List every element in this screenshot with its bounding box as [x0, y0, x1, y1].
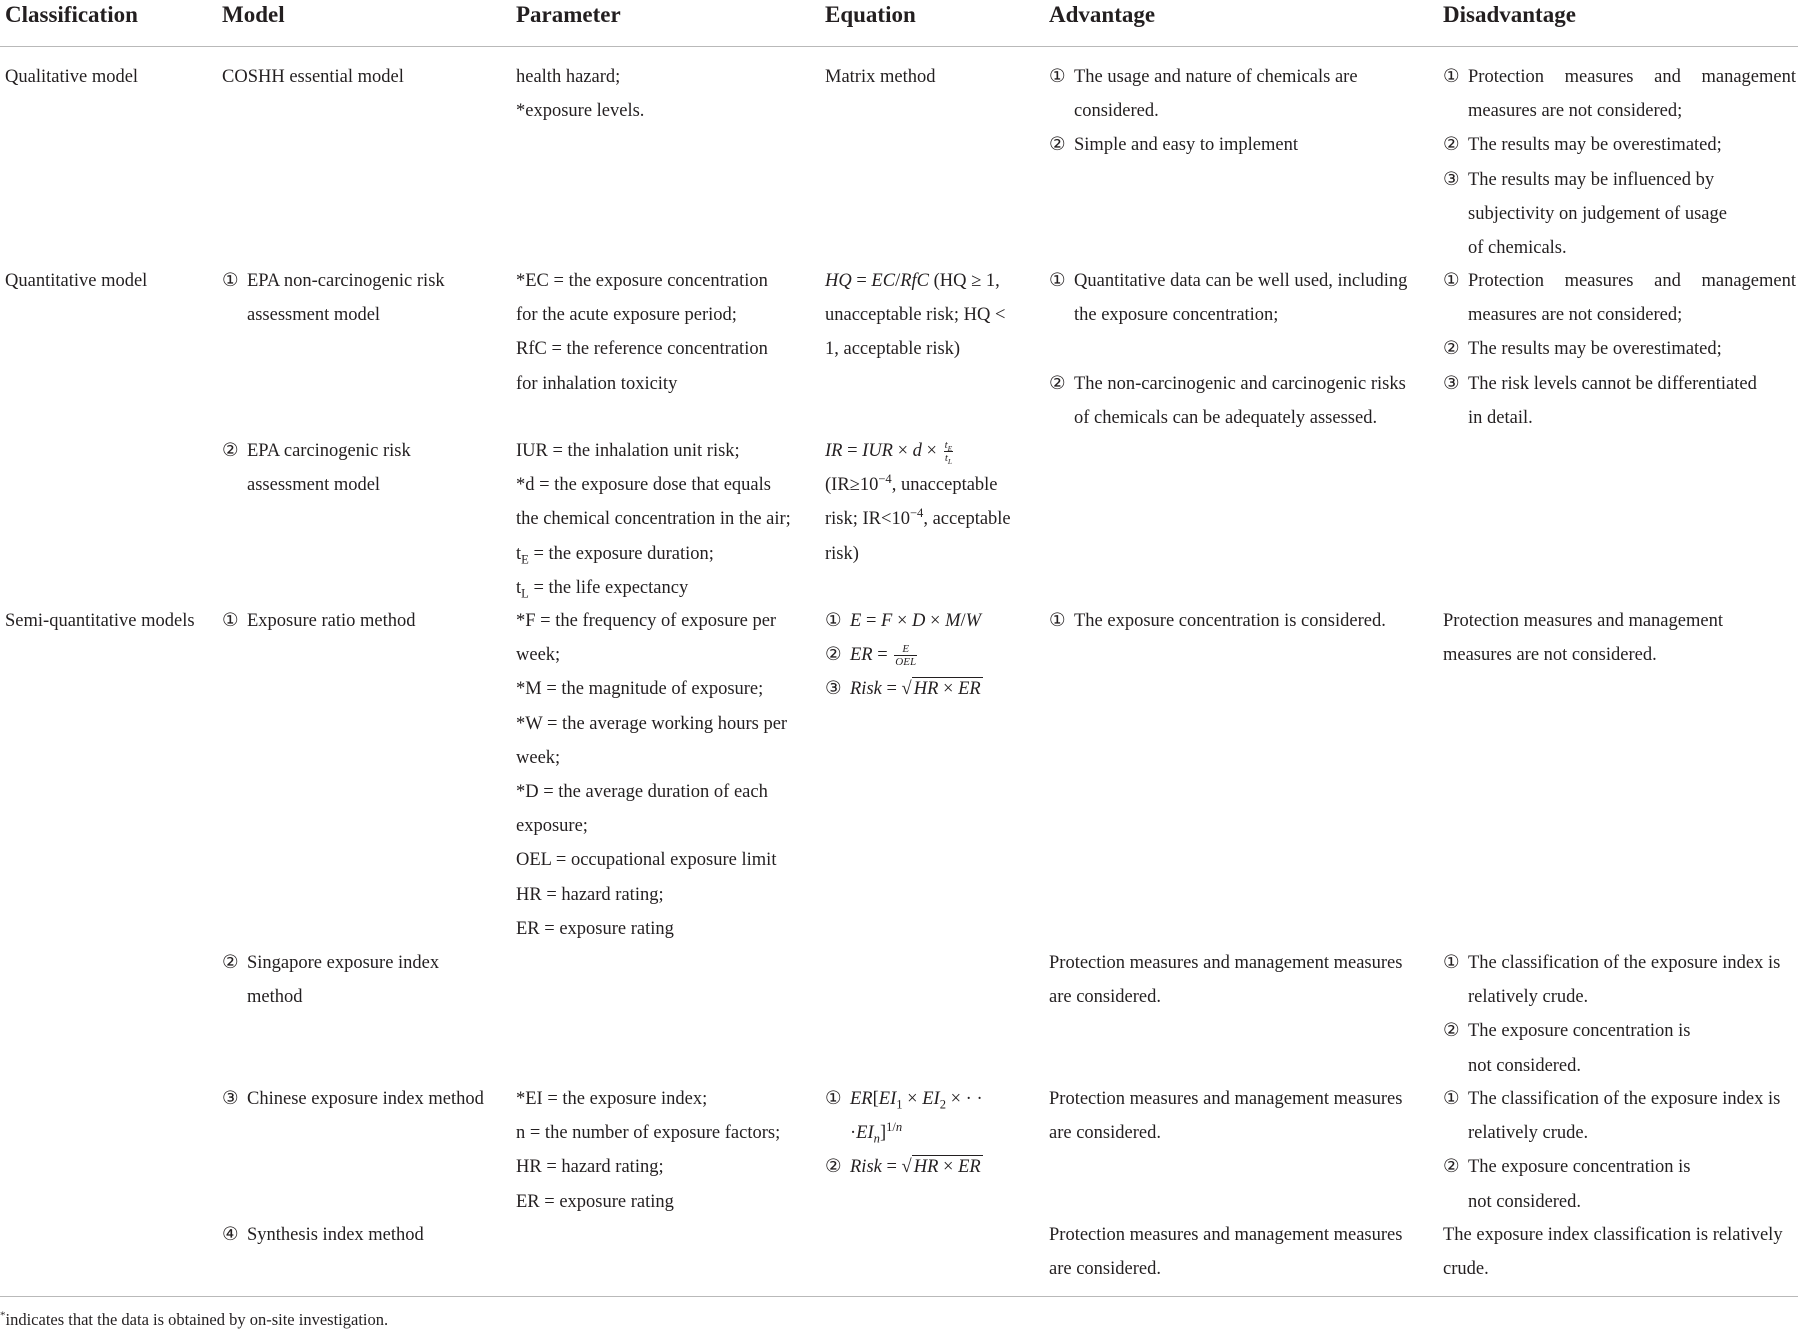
header-model: Model [222, 2, 285, 27]
row-qualitative-classification: Qualitative model [5, 67, 139, 87]
row-semi-disadvantage-2: ① The classification of the exposure index is relatively crude. ② The exposure concentration is not considered. [1443, 953, 1781, 1076]
row-semi-advantage-2: Protection measures and management measures are considered. [1049, 953, 1403, 1008]
row-quantitative-equation-2: IR = IUR × d × $\frac{t_E}{t_L}$ ($IR\ge 10^{-4}$, unacceptable risk; $IR<10^{-4}$, acceptable risk) [825, 439, 1011, 564]
header-disadvantage: Disadvantage [1443, 2, 1576, 27]
footnote-mark: * [0, 1309, 6, 1322]
row-semi-model-2: ② Singapore exposure index method [222, 953, 440, 1008]
row-quantitative-model-2: ② EPA carcinogenic risk assessment model [222, 441, 411, 496]
footnote-text: indicates that the data is obtained by on-site investigation. [5, 1310, 389, 1329]
row-semi-disadvantage-3: ① The classification of the exposure index is relatively crude. ② The exposure concentration is not considered. [1443, 1089, 1781, 1212]
row-quantitative-parameter-1: *EC = the exposure concentration for the acute exposure period; RfC = the reference concentration for inhalation toxicity [516, 271, 768, 394]
header-parameter: Parameter [516, 2, 621, 27]
row-semi-parameter-3: *EI = the exposure index; n = the number of exposure factors; HR = hazard rating; ER = exposure rating [516, 1089, 781, 1212]
row-quantitative-classification: Quantitative model [5, 271, 148, 291]
fraction-te-tl: $\frac{t_E}{t_L}$ [944, 439, 953, 467]
row-semi-classification: Semi-quantitative models [5, 611, 195, 631]
row-qualitative-parameter: health hazard; *exposure levels. [516, 67, 645, 122]
row-qualitative-disadvantage: ① Protection measures and management measures are not considered; ② The results may be overestimated; ③ The results may be influenced by subjectivity on judgement of usage of chemicals. [1443, 67, 1796, 259]
header-advantage: Advantage [1049, 2, 1156, 27]
row-semi-disadvantage-4: The exposure index classification is relatively crude. [1443, 1225, 1783, 1280]
row-semi-advantage-1: ① The exposure concentration is considered. [1049, 611, 1386, 631]
row-qualitative-advantage: ① The usage and nature of chemicals are considered. ② Simple and easy to implement [1049, 67, 1358, 156]
header-rule [0, 46, 1798, 47]
row-qualitative-model: COSHH essential model [222, 67, 404, 87]
row-semi-equation-1: ① E = F × D × M/W ② ER = $\frac{E}{\text{OEL}}$ ③ Risk = √ HR × ER [825, 611, 982, 700]
row-quantitative-advantage: ① Quantitative data can be well used, including the exposure concentration; ② The non-carcinogenic and carcinogenic risks of chemicals can be adequately assessed. [1049, 271, 1408, 428]
row-qualitative-equation: Matrix method [825, 67, 936, 87]
fraction-e-oel: $\frac{E}{\text{OEL}}$ [895, 643, 917, 669]
sqrt-sign: √ [901, 679, 912, 700]
row-semi-advantage-3: Protection measures and management measures are considered. [1049, 1089, 1403, 1144]
row-quantitative-equation-1: HQ = EC/RfC (HQ ≥ 1, unacceptable risk; HQ < 1, acceptable risk) [825, 271, 1006, 360]
row-semi-advantage-4: Protection measures and management measures are considered. [1049, 1225, 1403, 1280]
sqrt-sign: √ [901, 1157, 912, 1178]
header-equation: Equation [825, 2, 916, 27]
row-quantitative-parameter-2: IUR = the inhalation unit risk; *d = the exposure dose that equals the chemical concentration in the air; $t_E$ = the exposure duration; $t_L$ = the life expectancy [516, 441, 791, 601]
bottom-rule [0, 1296, 1798, 1297]
header-classification: Classification [5, 2, 138, 27]
row-semi-model-4: ④ Synthesis index method [222, 1225, 424, 1245]
row-quantitative-disadvantage: ① Protection measures and management measures are not considered; ② The results may be overestimated; ③ The risk levels cannot be differentiated in detail. [1443, 271, 1796, 428]
footnote [0, 1309, 388, 1331]
row-semi-parameter-1: *F = the frequency of exposure per week; *M = the magnitude of exposure; *W = the average working hours per week; *D = the average duration of each exposure; OEL = occupational exposure limit HR = hazard rating; ER = exposure rating [516, 611, 788, 939]
row-semi-model-1: ① Exposure ratio method [222, 611, 416, 631]
row-semi-model-3: ③ Chinese exposure index method [222, 1089, 484, 1109]
row-semi-disadvantage-1: Protection measures and management measures are not considered. [1443, 611, 1723, 666]
row-quantitative-model-1: ① EPA non-carcinogenic risk assessment model [222, 271, 445, 326]
row-semi-equation-3: ① $ER[EI_1 \times EI_2$ × · · $\cdot EI_n]^{1/n}$ ② Risk = √ HR × ER [825, 1089, 983, 1178]
